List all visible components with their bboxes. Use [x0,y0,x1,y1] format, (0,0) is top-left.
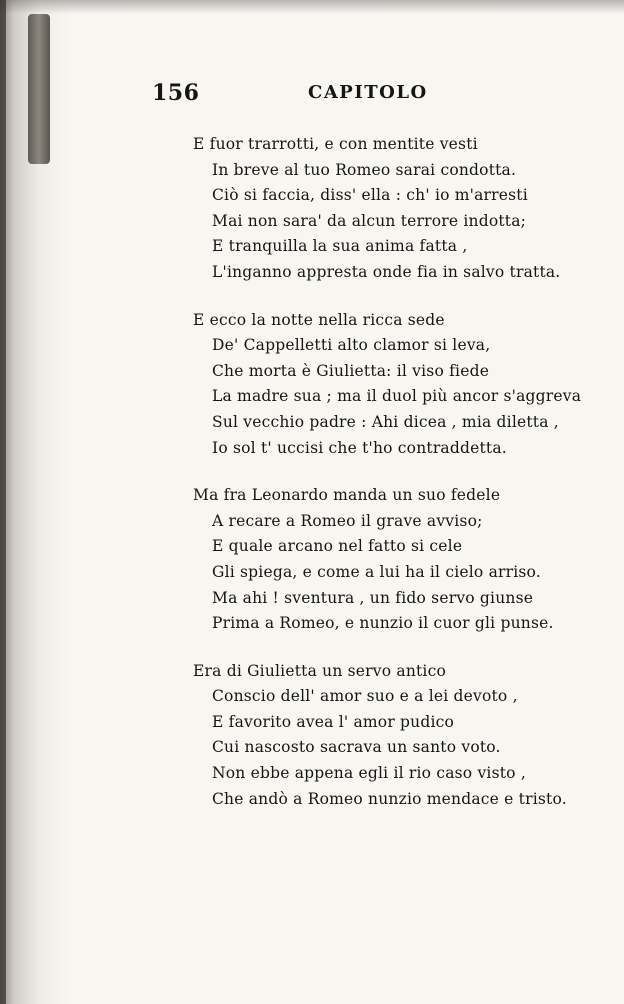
verse-line: Non ebbe appena egli il rio caso visto , [212,764,526,783]
verse-line: E quale arcano nel fatto si cele [212,537,463,556]
verse-line: E tranquilla la sua anima fatta , [212,237,468,256]
verse-line: Prima a Romeo, e nunzio il cuor gli punse. [212,614,554,633]
running-head: CAPITOLO [308,82,428,103]
verse-line: Che andò a Romeo nunzio mendace e tristo. [212,789,567,808]
verse-line: De' Cappelletti alto clamor si leva, [212,336,491,355]
stanza [0,659,624,813]
page-header [0,80,624,110]
poem-body [0,132,624,834]
stanza [0,483,624,637]
verse-line: In breve al tuo Romeo sarai condotta. [212,160,517,179]
verse-line: Conscio dell' amor suo e a lei devoto , [212,687,518,706]
stanza [0,132,624,286]
stanza [0,308,624,462]
verse-line: L'inganno appresta onde fia in salvo tratta. [212,262,561,281]
page-number: 156 [152,80,200,106]
verse-line: Mai non sara' da alcun terrore indotta; [212,211,527,230]
verse-line: Sul vecchio padre : Ahi dicea , mia diletta , [212,412,559,431]
verse-line: Io sol t' uccisi che t'ho contraddetta. [212,438,507,457]
verse-line: Ciò si faccia, diss' ella : ch' io m'arresti [212,186,528,205]
verse-line: E ecco la notte nella ricca sede [193,310,445,329]
verse-line: Ma fra Leonardo manda un suo fedele [193,486,501,505]
verse-line: Ma ahi ! sventura , un fido servo giunse [212,588,534,607]
verse-line: A recare a Romeo il grave avviso; [212,511,483,530]
verse-line: Che morta è Giulietta: il viso fiede [212,361,490,380]
verse-line: E favorito avea l' amor pudico [212,712,455,731]
verse-line: Cui nascosto sacrava un santo voto. [212,738,501,757]
verse-line: La madre sua ; ma il duol più ancor s'aggreva [212,387,582,406]
verse-line: Era di Giulietta un servo antico [193,661,446,680]
verse-line: Gli spiega, e come a lui ha il cielo arriso. [212,562,541,581]
verse-line: E fuor trarrotti, e con mentite vesti [193,135,478,153]
